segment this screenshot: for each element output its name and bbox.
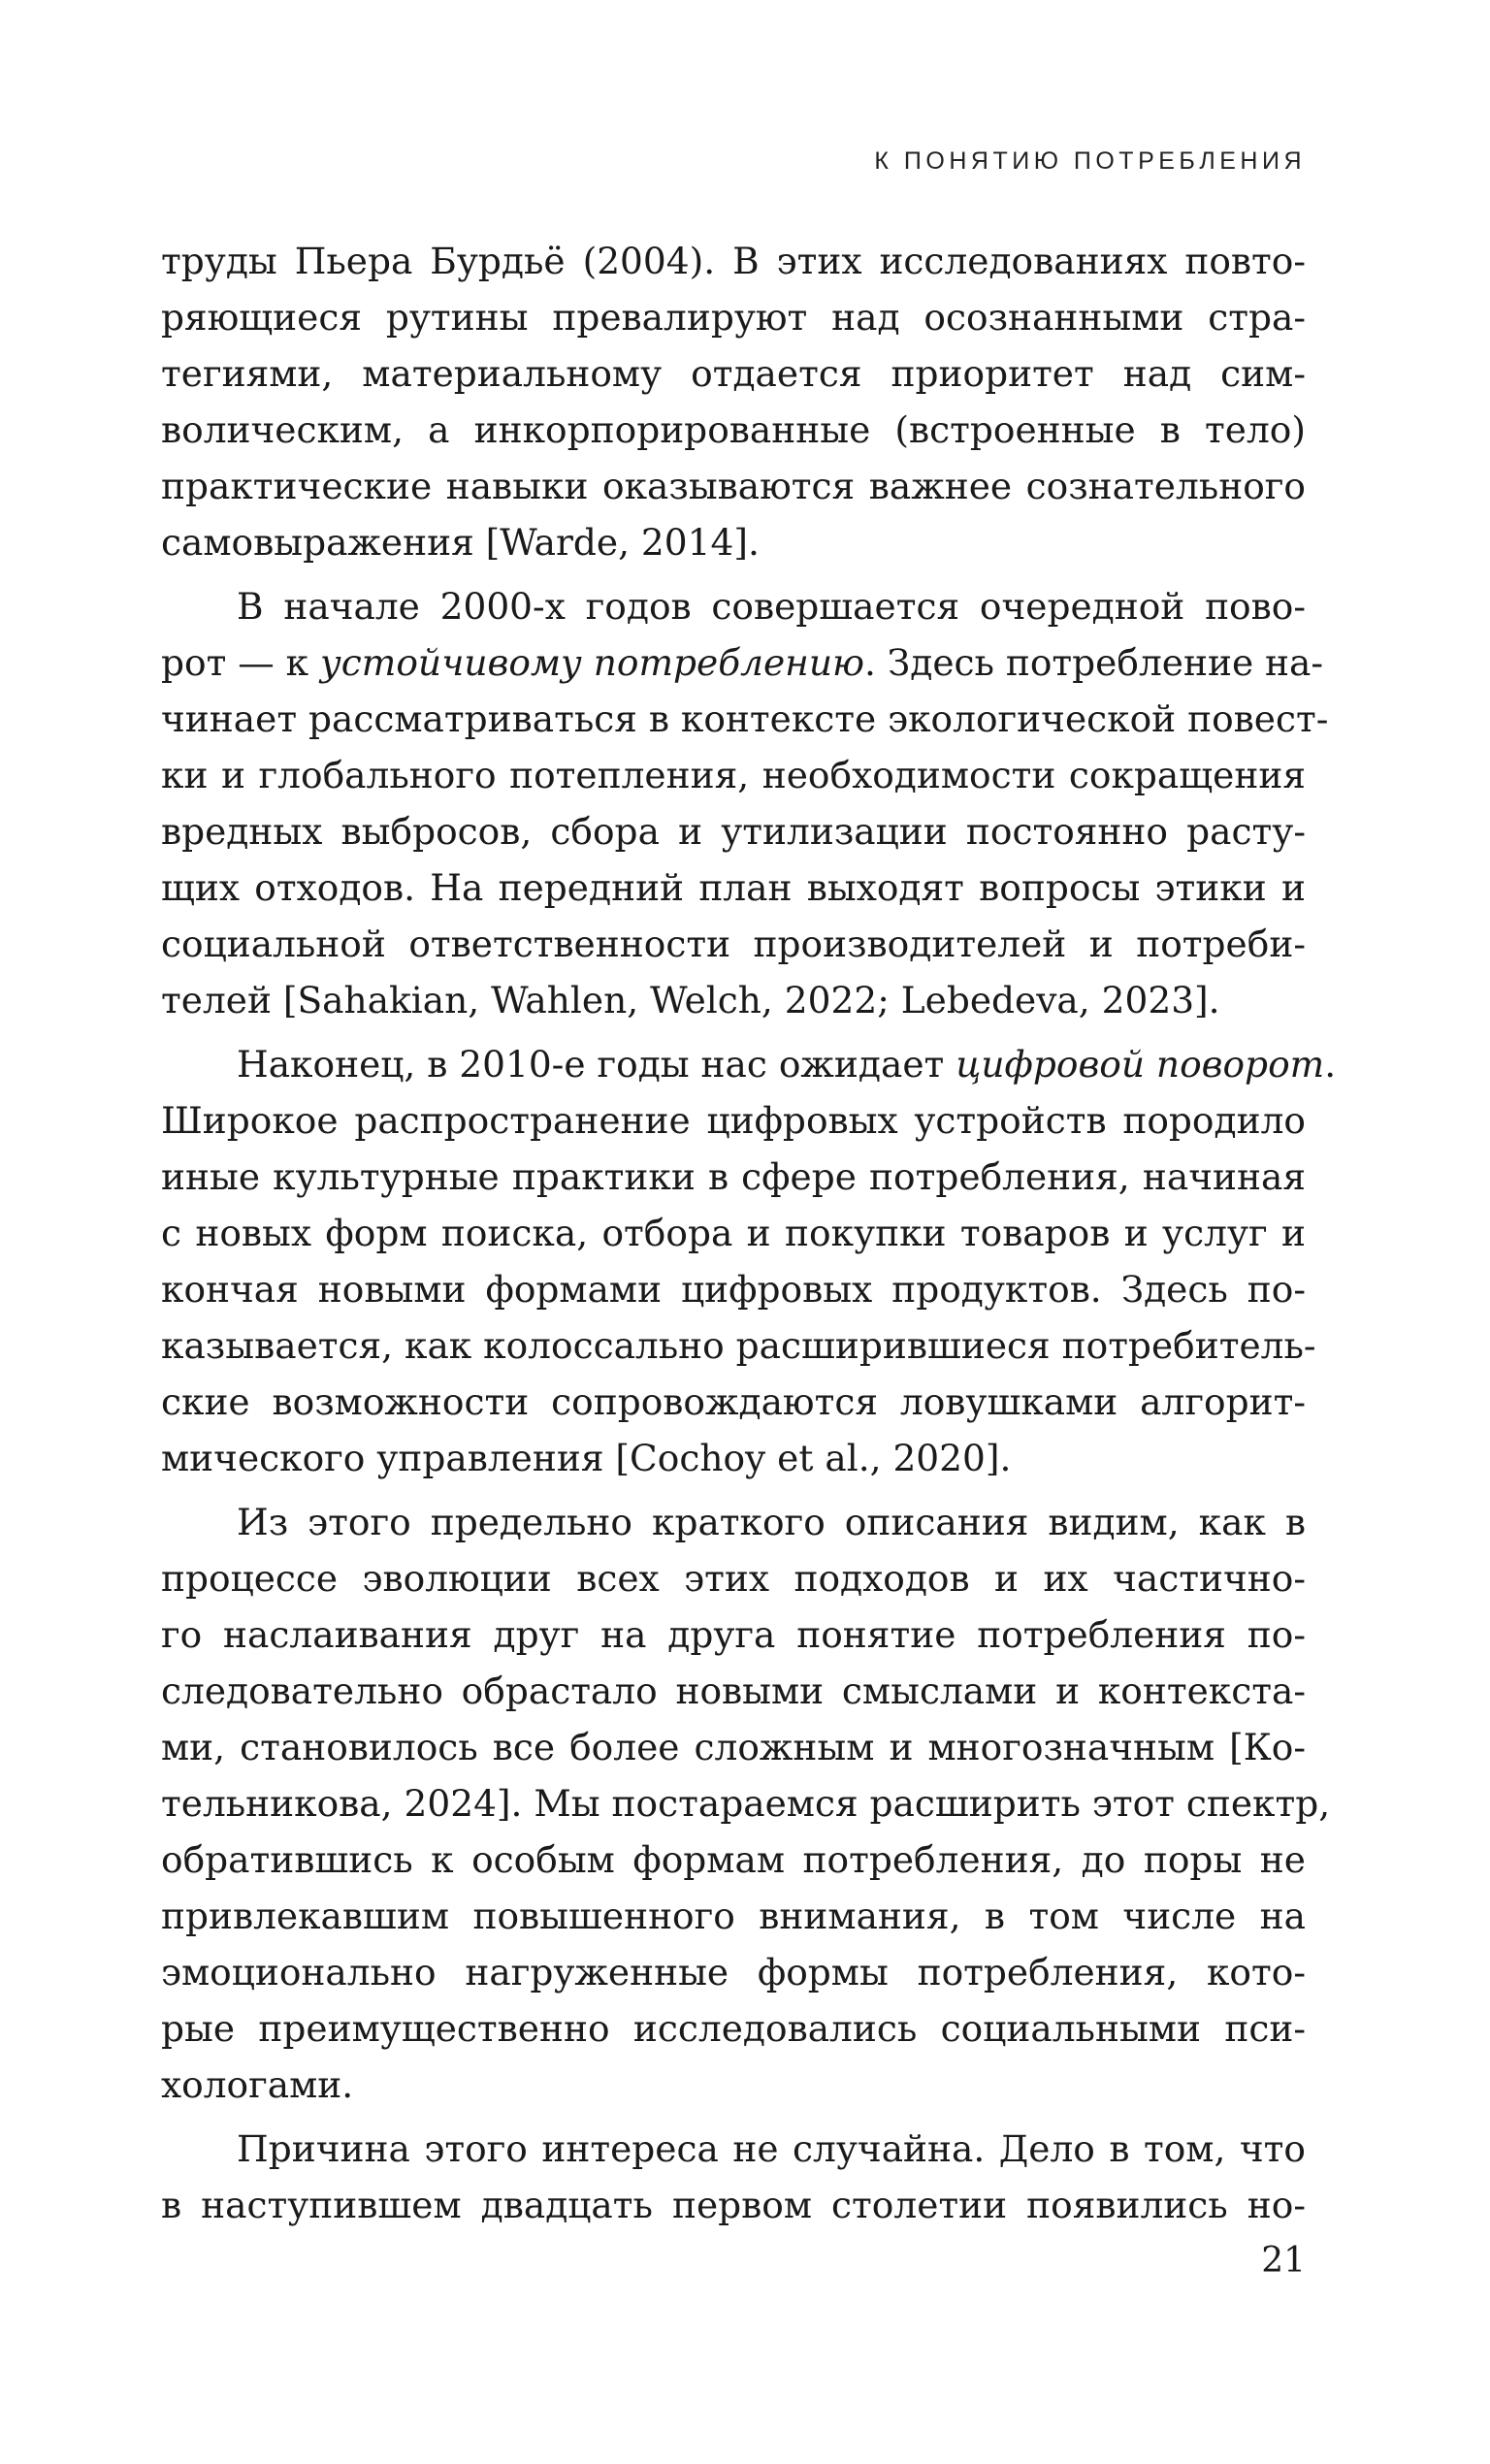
- text-run: вредных выбросов, сбора и утилизации постоянно расту-: [161, 810, 1306, 853]
- text-line: [161, 1550, 1306, 1606]
- text-run: ми, становилось все более сложным и многозначным [Ко-: [161, 1726, 1306, 1768]
- text-run: самовыражения [Warde, 2014].: [161, 521, 760, 564]
- paragraph: [161, 233, 1306, 570]
- running-head: К ПОНЯТИЮ ПОТРЕБЛЕНИЯ: [874, 147, 1306, 175]
- text-run: привлекавшим повышенного внимания, в том числе на: [161, 1895, 1306, 1937]
- text-run: Из этого предельно краткого описания видим, как в: [237, 1501, 1306, 1543]
- text-line: [161, 1149, 1306, 1205]
- text-line: [161, 402, 1306, 458]
- text-line: [161, 916, 1306, 972]
- text-line: [161, 1663, 1306, 1719]
- text-run: кончая новыми формами цифровых продуктов. Здесь по-: [161, 1268, 1306, 1311]
- text-line: [161, 1261, 1306, 1317]
- text-line: [161, 972, 1306, 1028]
- paragraph: [161, 1036, 1337, 1486]
- text-line: [161, 1719, 1306, 1775]
- paragraph: [161, 578, 1329, 1028]
- italic-term: устойчивому потреблению: [320, 641, 865, 684]
- italic-term: цифровой поворот: [956, 1043, 1325, 1086]
- text-line: [161, 2057, 1306, 2113]
- text-run: эмоционально нагруженные формы потребления, кото-: [161, 1951, 1306, 1994]
- text-run: хологами.: [161, 2063, 354, 2106]
- text-line: [161, 1036, 1337, 1092]
- text-run: практические навыки оказываются важнее сознательного: [161, 465, 1306, 507]
- text-line: [161, 1317, 1316, 1374]
- text-run: социальной ответственности производителей и потреби-: [161, 923, 1306, 965]
- text-line: [161, 289, 1306, 345]
- text-run: иные культурные практики в сфере потребления, начиная: [161, 1155, 1306, 1198]
- text-run: тегиями, материальному отдается приоритет над сим-: [161, 352, 1306, 395]
- text-line: [161, 1092, 1306, 1149]
- text-run: с новых форм поиска, отбора и покупки товаров и услуг и: [161, 1212, 1306, 1254]
- text-line: [161, 803, 1306, 859]
- text-run: казывается, как колоссально расширившиеся потребитель-: [161, 1324, 1316, 1367]
- text-run: ские возможности сопровождаются ловушками алгорит-: [161, 1380, 1306, 1423]
- text-line: [161, 578, 1306, 634]
- text-run: В начале 2000-х годов совершается очередной пово-: [237, 585, 1306, 628]
- text-line: [161, 1775, 1331, 1832]
- text-line: [161, 634, 1324, 691]
- text-run: обратившись к особым формам потребления, до поры не: [161, 1838, 1306, 1881]
- text-run: щих отходов. На передний план выходят вопросы этики и: [161, 866, 1306, 909]
- text-run: .: [1324, 1043, 1337, 1086]
- text-run: ки и глобального потепления, необходимости сокращения: [161, 754, 1306, 796]
- text-run: рот — к: [161, 641, 321, 684]
- text-line: [161, 1374, 1306, 1430]
- text-run: чинает рассматриваться в контексте экологической повест-: [161, 697, 1329, 740]
- text-run: следовательно обрастало новыми смыслами и контекста-: [161, 1670, 1306, 1712]
- text-run: труды Пьера Бурдьё (2004). В этих исследованиях повто-: [161, 240, 1306, 282]
- text-line: [161, 1494, 1306, 1550]
- text-line: [161, 458, 1306, 514]
- text-line: [161, 859, 1306, 916]
- text-line: [161, 514, 1306, 570]
- text-run: Широкое распространение цифровых устройств породило: [161, 1099, 1306, 1142]
- text-line: [161, 747, 1306, 803]
- text-line: [161, 233, 1306, 289]
- text-line: [161, 691, 1329, 747]
- text-line: [161, 1205, 1306, 1261]
- text-run: . Здесь потребление на-: [864, 641, 1324, 684]
- text-line: [161, 1606, 1306, 1663]
- text-run: телей [Sahakian, Wahlen, Welch, 2022; Lebedeva, 2023].: [161, 979, 1220, 1021]
- text-line: [161, 2121, 1306, 2177]
- text-line: [161, 2177, 1306, 2233]
- text-run: процессе эволюции всех этих подходов и их частично-: [161, 1557, 1306, 1600]
- text-run: Причина этого интереса не случайна. Дело в том, что: [237, 2127, 1306, 2170]
- text-line: [161, 345, 1306, 402]
- body-text: [161, 233, 1337, 2233]
- text-run: Наконец, в 2010-е годы нас ожидает: [237, 1043, 956, 1086]
- text-line: [161, 1944, 1306, 2000]
- text-run: тельникова, 2024]. Мы постараемся расширить этот спектр,: [161, 1782, 1331, 1825]
- text-run: ряющиеся рутины превалируют над осознанными стра-: [161, 296, 1306, 339]
- text-line: [161, 1430, 1306, 1486]
- text-line: [161, 2000, 1306, 2057]
- text-run: рые преимущественно исследовались социальными пси-: [161, 2007, 1306, 2050]
- text-line: [161, 1888, 1306, 1944]
- text-run: волическим, а инкорпорированные (встроенные в тело): [161, 408, 1306, 451]
- paragraph: [161, 1494, 1331, 2113]
- text-line: [161, 1832, 1306, 1888]
- text-run: в наступившем двадцать первом столетии появились но-: [161, 2184, 1306, 2226]
- text-run: мического управления [Cochoy et al., 2020].: [161, 1437, 1012, 1479]
- page-number: 21: [1261, 2241, 1306, 2281]
- text-run: го наслаивания друг на друга понятие потребления по-: [161, 1613, 1306, 1656]
- paragraph: [161, 2121, 1306, 2233]
